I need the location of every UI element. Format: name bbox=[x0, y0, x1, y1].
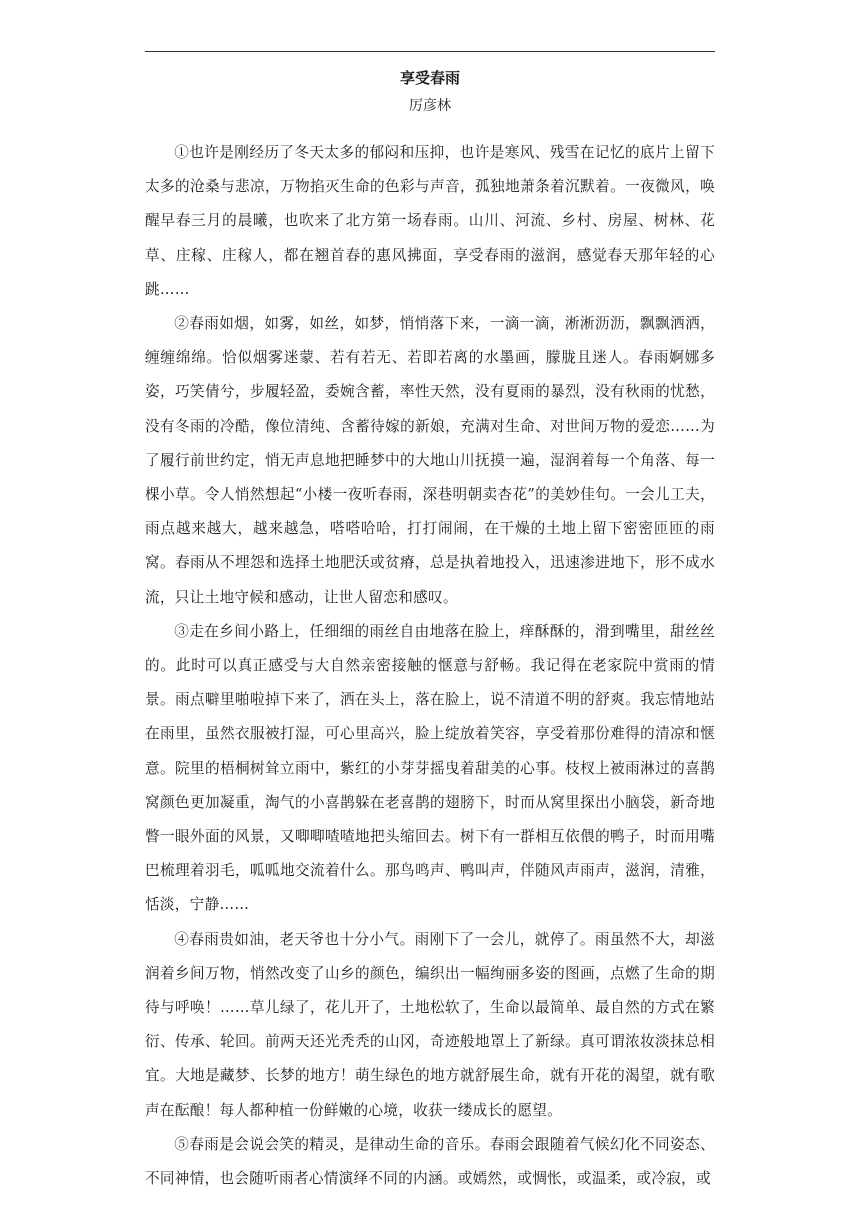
article-author: 厉彦林 bbox=[409, 98, 451, 114]
paragraph-3: ③走在乡间小路上，任细细的雨丝自由地落在脸上，痒酥酥的，滑到嘴里，甜丝丝的。此时可以真正感受与大自然亲密接触的惬意与舒畅。我记得在老家院中赏雨的情景。雨点噼里啪啦掉下来了，洒在头上，落在脸上，说不清道不明的舒爽。我忘情地站在雨里，虽然衣服被打湿，可心里高兴，脸上绽放着笑容，享受着那份难得的清凉和惬意。院里的梧桐树耸立雨中，紫红的小芽芽摇曳着甜美的心事。枝杈上被雨淋过的喜鹊窝颜色更加凝重，淘气的小喜鹊躲在老喜鹊的翅膀下，时而从窝里探出小脑袋，新奇地瞥一眼外面的风景，又唧唧喳喳地把头缩回去。树下有一群相互依偎的鸭子，时而用嘴巴梳理着羽毛，呱呱地交流着什么。那鸟鸣声、鸭叫声，伴随风声雨声，滋润，清雅，恬淡，宁静…… bbox=[145, 622, 715, 914]
header-rule bbox=[145, 51, 715, 52]
paragraph-5: ⑤春雨是会说会笑的精灵，是律动生命的音乐。春雨会跟随着气候幻化不同姿态、不同神情，也会随听雨者心情演绎不同的内涵。或嫣然，或惆怅，或温柔，或冷寂，或 bbox=[145, 1135, 715, 1188]
article-title: 享受春雨 bbox=[399, 69, 460, 87]
document-body bbox=[145, 68, 715, 1196]
paragraph-2: ②春雨如烟，如雾，如丝，如梦，悄悄落下来，一滴一滴，淅淅沥沥，飘飘洒洒，缠缠绵绵。恰似烟雾迷蒙、若有若无、若即若离的水墨画，朦胧且迷人。春雨婀娜多姿，巧笑倩兮，步履轻盈，委婉含蓄，率性天然，没有夏雨的暴烈，没有秋雨的忧愁，没有冬雨的冷酷，像位清纯、含蓄待嫁的新娘，充满对生命、对世间万物的爱恋……为了履行前世约定，悄无声息地把睡梦中的大地山川抚摸一遍，湿润着每一个角落、每一棵小草。令人悄然想起“小楼一夜听春雨，深巷明朝卖杏花”的美妙佳句。一会儿工夫，雨点越来越大，越来越急，嗒嗒哈哈，打打闹闹，在干燥的土地上留下密密匝匝的雨窝。春雨从不埋怨和选择土地肥沃或贫瘠，总是执着地投入，迅速渗进地下，形不成水流，只让土地守候和感动，让世人留恋和感叹。 bbox=[145, 315, 715, 606]
paragraph-4: ④春雨贵如油，老天爷也十分小气。雨刚下了一会儿，就停了。雨虽然不大，却滋润着乡间万物，悄然改变了山乡的颜色，编织出一幅绚丽多姿的图画，点燃了生命的期待与呼唤！……草儿绿了，花儿开了，土地松软了，生命以最简单、最自然的方式在繁衍、传承、轮回。前两天还光秃秃的山冈，奇迹般地罩上了新绿。真可谓浓妆淡抹总相宜。大地是藏梦、长梦的地方！萌生绿色的地方就舒展生命，就有开花的渴望，就有歌声在酝酿！每人都种植一份鲜嫩的心境，收获一缕成长的愿望。 bbox=[145, 930, 715, 1119]
paragraph-1: ①也许是刚经历了冬天太多的郁闷和压抑，也许是寒风、残雪在记忆的底片上留下太多的沧桑与悲凉，万物掐灭生命的色彩与声音，孤独地萧条着沉默着。一夜微风，唤醒早春三月的晨曦，也吹来了北方第一场春雨。山川、河流、乡村、房屋、树林、花草、庄稼、庄稼人，都在翘首春的惠风拂面，享受春雨的滋润，感觉春天那年轻的心跳…… bbox=[145, 144, 715, 298]
